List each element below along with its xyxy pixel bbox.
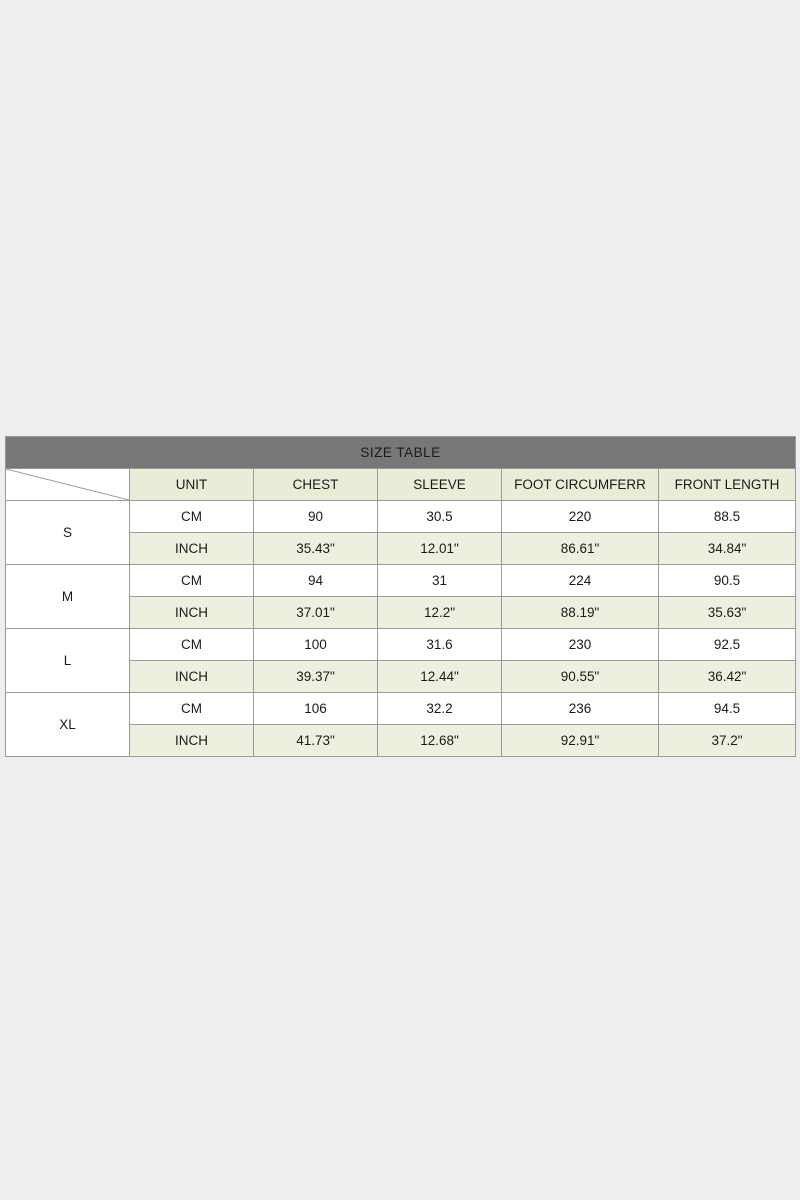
cell-unit: CM xyxy=(130,565,254,597)
cell-foot-circumference: 92.91" xyxy=(502,725,659,757)
column-header-chest: CHEST xyxy=(254,469,378,501)
cell-chest: 100 xyxy=(254,629,378,661)
cell-foot-circumference: 86.61" xyxy=(502,533,659,565)
cell-chest: 37.01" xyxy=(254,597,378,629)
column-header-front-length: FRONT LENGTH xyxy=(659,469,796,501)
cell-foot-circumference: 90.55" xyxy=(502,661,659,693)
size-table-container xyxy=(5,436,795,757)
cell-sleeve: 31.6 xyxy=(378,629,502,661)
diagonal-line-icon xyxy=(6,469,129,500)
cell-chest: 94 xyxy=(254,565,378,597)
cell-sleeve: 32.2 xyxy=(378,693,502,725)
cell-foot-circumference: 88.19" xyxy=(502,597,659,629)
size-label-s: S xyxy=(6,501,130,565)
cell-front-length: 94.5 xyxy=(659,693,796,725)
cell-unit: CM xyxy=(130,629,254,661)
table-row xyxy=(6,501,796,533)
table-row xyxy=(6,629,796,661)
cell-foot-circumference: 230 xyxy=(502,629,659,661)
cell-unit: INCH xyxy=(130,725,254,757)
cell-sleeve: 12.44" xyxy=(378,661,502,693)
column-header-sleeve: SLEEVE xyxy=(378,469,502,501)
cell-front-length: 88.5 xyxy=(659,501,796,533)
table-header-row xyxy=(6,469,796,501)
table-title-row xyxy=(6,437,796,469)
cell-foot-circumference: 220 xyxy=(502,501,659,533)
cell-unit: CM xyxy=(130,501,254,533)
cell-front-length: 34.84" xyxy=(659,533,796,565)
cell-unit: INCH xyxy=(130,597,254,629)
cell-sleeve: 12.01" xyxy=(378,533,502,565)
cell-unit: CM xyxy=(130,693,254,725)
cell-chest: 106 xyxy=(254,693,378,725)
cell-sleeve: 31 xyxy=(378,565,502,597)
cell-front-length: 36.42" xyxy=(659,661,796,693)
cell-chest: 41.73" xyxy=(254,725,378,757)
cell-chest: 35.43" xyxy=(254,533,378,565)
cell-front-length: 92.5 xyxy=(659,629,796,661)
column-header-foot-circumference: FOOT CIRCUMFERR xyxy=(502,469,659,501)
cell-sleeve: 12.2" xyxy=(378,597,502,629)
cell-unit: INCH xyxy=(130,533,254,565)
diagonal-corner-cell xyxy=(6,469,130,501)
cell-sleeve: 12.68" xyxy=(378,725,502,757)
cell-foot-circumference: 236 xyxy=(502,693,659,725)
size-label-xl: XL xyxy=(6,693,130,757)
table-row xyxy=(6,565,796,597)
cell-unit: INCH xyxy=(130,661,254,693)
cell-front-length: 35.63" xyxy=(659,597,796,629)
size-label-m: M xyxy=(6,565,130,629)
cell-chest: 39.37" xyxy=(254,661,378,693)
column-header-unit: UNIT xyxy=(130,469,254,501)
size-table xyxy=(5,436,796,757)
cell-chest: 90 xyxy=(254,501,378,533)
size-label-l: L xyxy=(6,629,130,693)
cell-front-length: 90.5 xyxy=(659,565,796,597)
cell-sleeve: 30.5 xyxy=(378,501,502,533)
table-row xyxy=(6,693,796,725)
cell-front-length: 37.2" xyxy=(659,725,796,757)
cell-foot-circumference: 224 xyxy=(502,565,659,597)
table-title: SIZE TABLE xyxy=(6,437,796,469)
